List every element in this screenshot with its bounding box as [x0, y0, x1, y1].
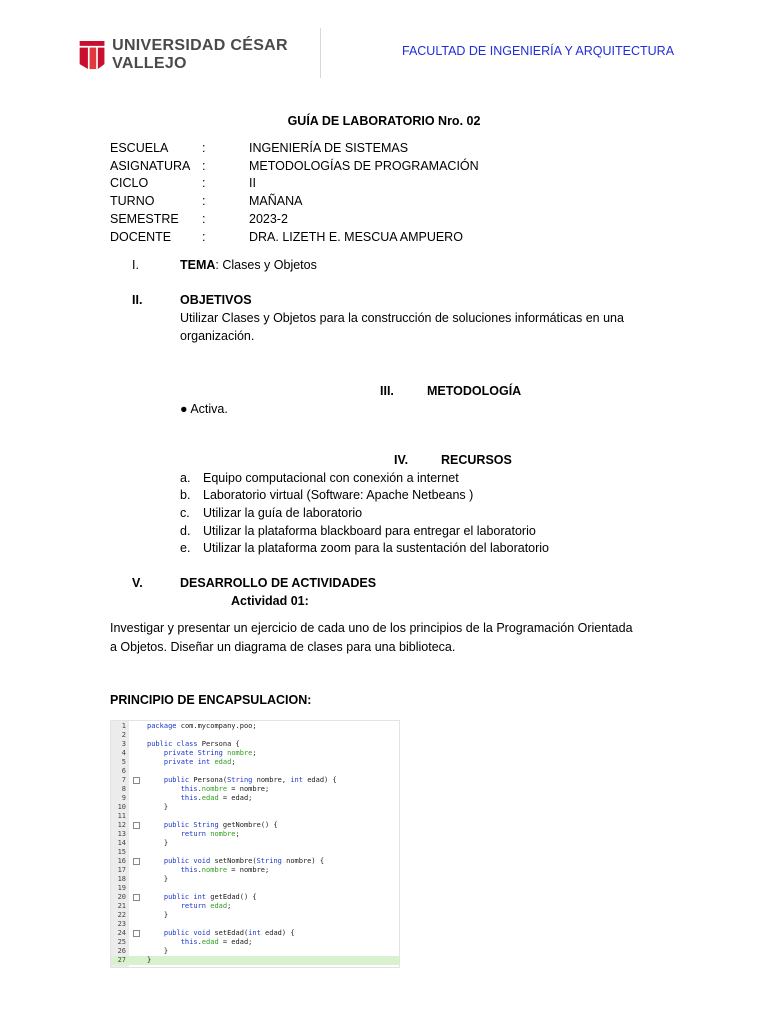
tema-label: TEMA [180, 258, 216, 272]
fold-toggle-icon[interactable] [133, 822, 140, 829]
code-line [111, 902, 399, 911]
code-line [111, 911, 399, 920]
university-name: UNIVERSIDAD CÉSAR VALLEJO [112, 37, 288, 72]
info-value: INGENIERÍA DE SISTEMAS [249, 141, 409, 155]
code-line [111, 848, 399, 857]
info-separator: : [202, 159, 206, 173]
info-value: 2023-2 [249, 212, 288, 226]
objetivos-text: organización. [180, 329, 255, 343]
objetivos-text: Utilizar Clases y Objetos para la construcción de soluciones informáticas en una [180, 311, 624, 325]
info-separator: : [202, 176, 206, 190]
desarrollo-heading: DESARROLLO DE ACTIVIDADES [180, 576, 377, 590]
info-label: ESCUELA [110, 141, 169, 155]
info-separator: : [202, 194, 206, 208]
info-label: CICLO [110, 176, 149, 190]
line-number: 4 [121, 749, 126, 757]
fold-toggle-icon[interactable] [133, 777, 140, 784]
principle-heading: PRINCIPIO DE ENCAPSULACION: [110, 693, 312, 707]
line-number: 21 [117, 902, 126, 910]
activity-heading: Actividad 01: [231, 594, 309, 608]
line-number: 19 [117, 884, 126, 892]
list-item: Utilizar la plataforma zoom para la sustentación del laboratorio [203, 541, 550, 555]
list-item: Utilizar la plataforma blackboard para entregar el laboratorio [203, 524, 536, 538]
activity-text: Investigar y presentar un ejercicio de cada uno de los principios de la Programación Orientada [110, 621, 633, 635]
code-text: this.edad = edad; [180, 794, 253, 802]
metodologia-heading: METODOLOGÍA [427, 384, 522, 398]
fold-toggle-icon[interactable] [133, 930, 140, 937]
code-line [111, 749, 399, 758]
code-text: return edad; [180, 902, 232, 910]
info-label: TURNO [110, 194, 155, 208]
info-label: DOCENTE [110, 230, 172, 244]
list-item: Utilizar la guía de laboratorio [203, 506, 363, 520]
list-marker: c. [180, 506, 190, 520]
code-line [111, 812, 399, 821]
code-line [111, 956, 399, 965]
list-marker: d. [180, 524, 191, 538]
info-label: SEMESTRE [110, 212, 179, 226]
code-text: } [147, 956, 152, 964]
code-text: public int getEdad() { [163, 893, 257, 901]
code-text: public void setNombre(String nombre) { [163, 857, 325, 865]
line-number: 8 [121, 785, 126, 793]
info-value: MAÑANA [249, 194, 303, 208]
code-line [111, 857, 399, 866]
tema-value: : Clases y Objetos [215, 258, 317, 272]
university-logo [78, 34, 323, 76]
code-line [111, 938, 399, 947]
ucv-shield-icon [78, 36, 106, 74]
code-screenshot [110, 720, 400, 968]
code-text: } [147, 911, 169, 919]
info-label: ASIGNATURA [110, 159, 191, 173]
code-text: package com.mycompany.poo; [147, 722, 257, 730]
code-text: this.edad = edad; [180, 938, 253, 946]
code-text: } [147, 875, 169, 883]
line-number: 13 [117, 830, 126, 838]
code-text: this.nombre = nombre; [180, 866, 270, 874]
metodologia-item: ● Activa. [180, 402, 228, 416]
info-value: DRA. LIZETH E. MESCUA AMPUERO [249, 230, 463, 244]
code-text: private String nombre; [163, 749, 257, 757]
info-value: METODOLOGÍAS DE PROGRAMACIÓN [249, 159, 479, 173]
line-number: 10 [117, 803, 126, 811]
code-line [111, 758, 399, 767]
code-line [111, 884, 399, 893]
info-separator: : [202, 230, 206, 244]
code-line [111, 731, 399, 740]
line-number: 24 [117, 929, 126, 937]
objetivos-heading: OBJETIVOS [180, 293, 252, 307]
line-number: 14 [117, 839, 126, 847]
code-line [111, 839, 399, 848]
list-item: Equipo computacional con conexión a internet [203, 471, 459, 485]
faculty-name: FACULTAD DE INGENIERÍA Y ARQUITECTURA [402, 44, 675, 58]
section-number: IV. [394, 453, 409, 467]
section-number: II. [132, 293, 143, 307]
line-number: 22 [117, 911, 126, 919]
line-number: 9 [121, 794, 126, 802]
code-line [111, 947, 399, 956]
line-number: 7 [121, 776, 126, 784]
code-line [111, 929, 399, 938]
code-line [111, 794, 399, 803]
line-number: 18 [117, 875, 126, 883]
code-line [111, 767, 399, 776]
code-line [111, 920, 399, 929]
info-separator: : [202, 212, 206, 226]
line-number: 5 [121, 758, 126, 766]
code-text: public void setEdad(int edad) { [163, 929, 295, 937]
line-number: 27 [117, 956, 126, 964]
code-line [111, 875, 399, 884]
line-number: 6 [121, 767, 126, 775]
line-number: 3 [121, 740, 126, 748]
line-number: 2 [121, 731, 126, 739]
tema-line [180, 258, 317, 272]
activity-text: a Objetos. Diseñar un diagrama de clases para una biblioteca. [110, 640, 456, 654]
fold-toggle-icon[interactable] [133, 858, 140, 865]
line-number: 23 [117, 920, 126, 928]
line-number: 16 [117, 857, 126, 865]
code-line [111, 803, 399, 812]
line-number: 20 [117, 893, 126, 901]
code-line [111, 785, 399, 794]
line-number: 25 [117, 938, 126, 946]
recursos-heading: RECURSOS [441, 453, 512, 467]
code-text: public Persona(String nombre, int edad) { [163, 776, 337, 784]
code-text: return nombre; [180, 830, 240, 838]
line-number: 17 [117, 866, 126, 874]
line-number: 12 [117, 821, 126, 829]
fold-toggle-icon[interactable] [133, 894, 140, 901]
code-text: } [147, 839, 169, 847]
code-line [111, 740, 399, 749]
section-number: V. [132, 576, 143, 590]
code-text: } [147, 803, 169, 811]
line-number: 11 [117, 812, 126, 820]
code-line [111, 722, 399, 731]
code-line [111, 776, 399, 785]
code-line [111, 866, 399, 875]
list-marker: a. [180, 471, 191, 485]
code-text: } [147, 947, 169, 955]
logo-divider [320, 28, 321, 78]
code-text: this.nombre = nombre; [180, 785, 270, 793]
code-line [111, 821, 399, 830]
line-number: 1 [121, 722, 126, 730]
code-line [111, 893, 399, 902]
section-number: I. [132, 258, 139, 272]
list-marker: e. [180, 541, 191, 555]
code-text: public class Persona { [147, 740, 240, 748]
code-line [111, 830, 399, 839]
info-value: II [249, 176, 256, 190]
guide-title: GUÍA DE LABORATORIO Nro. 02 [287, 114, 481, 128]
code-text: public String getNombre() { [163, 821, 278, 829]
info-separator: : [202, 141, 206, 155]
code-text: private int edad; [163, 758, 236, 766]
list-item: Laboratorio virtual (Software: Apache Netbeans ) [203, 488, 474, 502]
section-number: III. [380, 384, 394, 398]
line-number: 26 [117, 947, 126, 955]
line-number: 15 [117, 848, 126, 856]
list-marker: b. [180, 488, 191, 502]
